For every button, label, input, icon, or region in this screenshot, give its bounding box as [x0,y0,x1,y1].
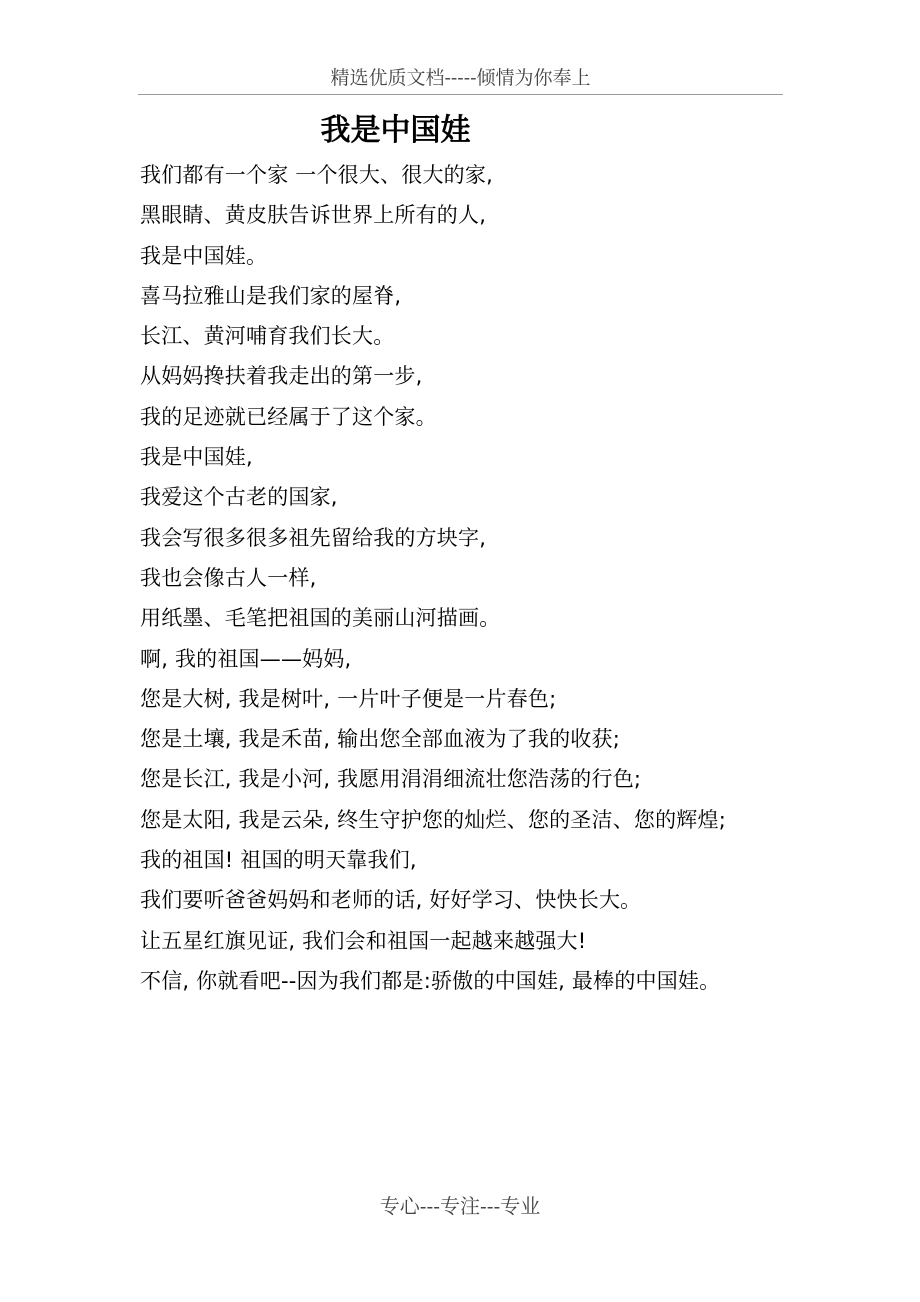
poem-line: 您是土壤, 我是禾苗, 输出您全部血液为了我的收获; [140,727,620,752]
poem-line: 我的足迹就已经属于了这个家。 [140,404,437,429]
poem-line: 用纸墨、毛笔把祖国的美丽山河描画。 [140,606,501,631]
poem-line: 您是大树, 我是树叶, 一片叶子便是一片春色; [140,686,557,711]
poem-body [140,155,790,1001]
poem-line: 喜马拉雅山是我们家的屋脊, [140,283,402,308]
poem-line: 您是长江, 我是小河, 我愿用涓涓细流壮您浩荡的行色; [140,767,642,792]
poem-line: 啊, 我的祖国——妈妈, [140,646,352,671]
page-header [138,62,783,95]
page-footer [0,1190,920,1222]
poem-line: 我是中国娃, [140,445,253,470]
poem-line: 我们都有一个家 一个很大、很大的家, [140,163,493,187]
poem-line: 黑眼睛、黄皮肤告诉世界上所有的人, [140,203,487,228]
poem-line: 我的祖国! 祖国的明天靠我们, [140,848,417,873]
poem-line: 从妈妈搀扶着我走出的第一步, [140,364,423,389]
poem-line: 我爱这个古老的国家, [140,485,338,510]
poem-line: 不信, 你就看吧--因为我们都是:骄傲的中国娃, 最棒的中国娃。 [140,968,721,993]
poem-line: 我会写很多很多祖先留给我的方块字, [140,525,487,550]
page-footer-text: 专心---专注---专业 [379,1194,541,1218]
poem-line: 我们要听爸爸妈妈和老师的话, 好好学习、快快长大。 [140,888,642,913]
poem-line: 我也会像古人一样, [140,565,317,590]
document-title: 我是中国娃 [320,113,471,148]
page-header-text: 精选优质文档-----倾情为你奉上 [330,67,591,89]
poem-line: 您是太阳, 我是云朵, 终生守护您的灿烂、您的圣洁、您的辉煌; [140,807,726,832]
poem-line: 让五星红旗见证, 我们会和祖国一起越来越强大! [140,928,587,953]
poem-line: 我是中国娃。 [140,243,268,268]
poem-line: 长江、黄河哺育我们长大。 [140,324,395,349]
